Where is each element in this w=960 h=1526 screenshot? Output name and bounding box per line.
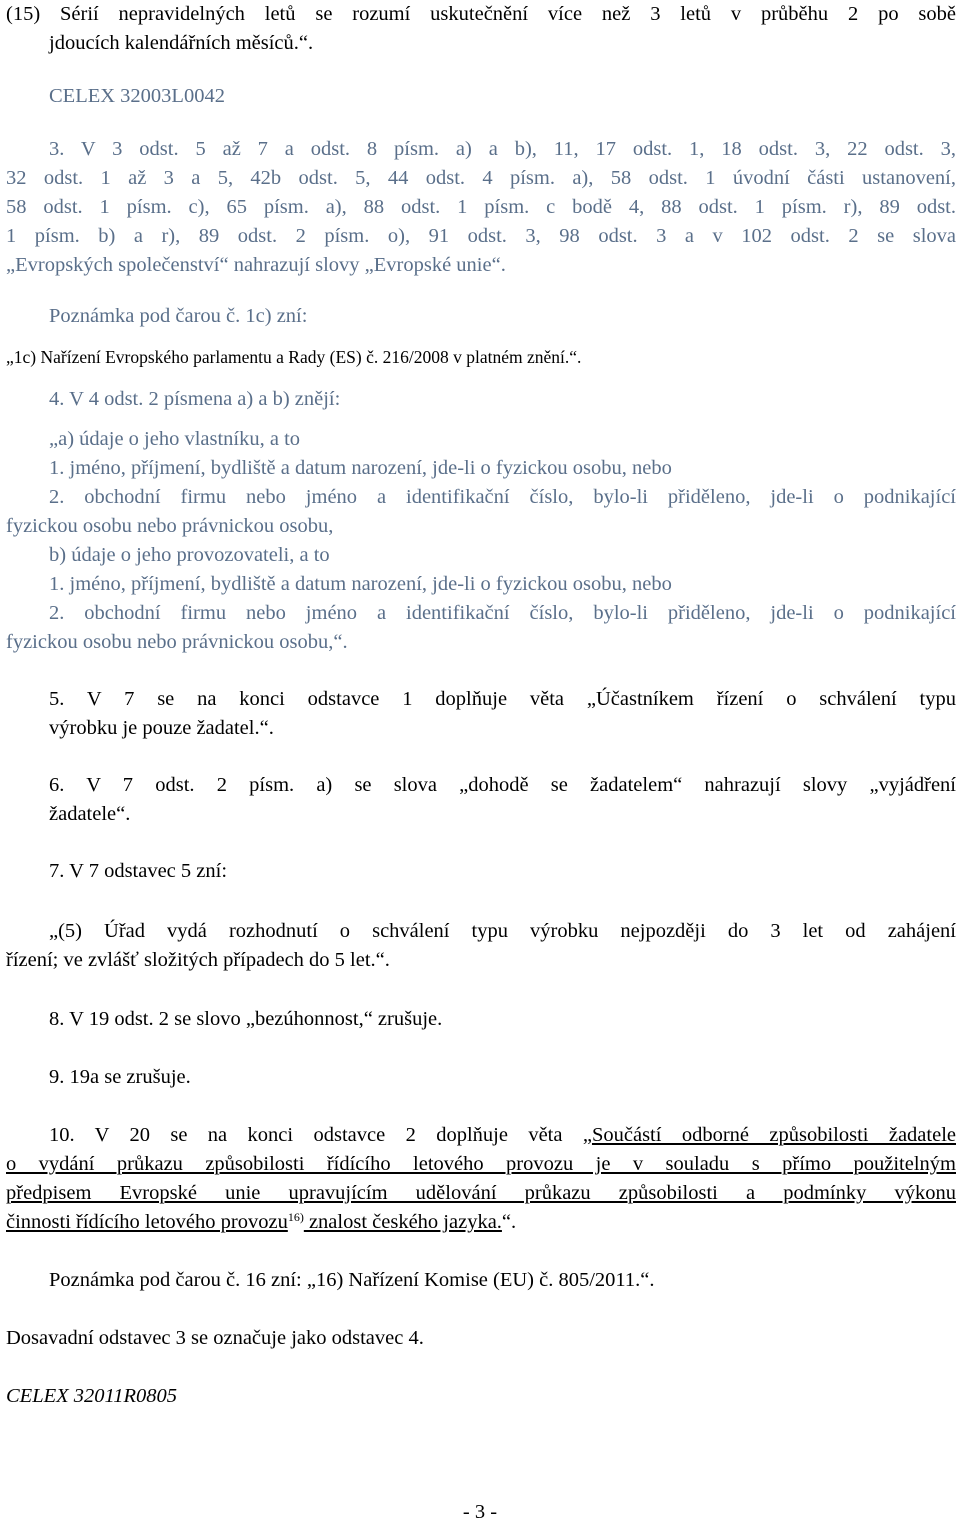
footnote-text: „1c) Nařízení Evropského parlamentu a Rady (ES) č. 216/2008 v platném znění.“. (6, 347, 582, 367)
footnote-marker: 16) (287, 1210, 304, 1224)
text-line: fyzickou osobu nebo právnickou osobu,“. (6, 631, 348, 653)
inserted-text: znalost českého jazyka. (303, 1211, 502, 1233)
section-heading: 7. V 7 odstavec 5 zní: (49, 860, 228, 882)
text-line (49, 1121, 956, 1149)
text-line: 32 odst. 1 až 3 a 5, 42b odst. 5, 44 odst. 4 písm. a), 58 odst. 1 úvodní části ustanovení, (6, 167, 956, 189)
inserted-text: o vydání průkazu způsobilosti řídícího letového provozu je v souladu s přímo použitelným (6, 1153, 956, 1175)
text-line (6, 1208, 516, 1236)
inserted-text: předpisem Evropské unie upravujícím udělování průkazu způsobilosti a podmínky výkonu (6, 1182, 956, 1204)
text-line: „(5) Úřad vydá rozhodnutí o schválení typu výrobku nejpozději do 3 let od zahájení (49, 920, 956, 942)
text-line: žadatele“. (49, 803, 131, 825)
text-line: b) údaje o jeho provozovateli, a to (49, 544, 330, 566)
text-line: 6. V 7 odst. 2 písm. a) se slova „dohodě se žadatelem“ nahrazují slovy „vyjádření (49, 774, 956, 796)
text-line: (15) Sérií nepravidelných letů se rozumí uskutečnění více než 3 letů v průběhu 2 po sobě (6, 3, 956, 25)
text-line: fyzickou osobu nebo právnickou osobu, (6, 515, 334, 537)
text-line: 58 odst. 1 písm. c), 65 písm. a), 88 odst. 1 písm. c bodě 4, 88 odst. 1 písm. r), 89 odst. (6, 196, 956, 218)
section-heading: 4. V 4 odst. 2 písmena a) a b) znějí: (49, 388, 341, 410)
inserted-text: Součástí odborné způsobilosti žadatele (591, 1124, 956, 1146)
text-line: 2. obchodní firmu nebo jméno a identifikační číslo, bylo-li přiděleno, jde-li o podnikající (49, 602, 956, 624)
text-line: 3. V 3 odst. 5 až 7 a odst. 8 písm. a) a b), 11, 17 odst. 1, 18 odst. 3, 22 odst. 3, (49, 138, 956, 160)
text-line: jdoucích kalendářních měsíců.“. (49, 32, 314, 54)
text-line: 1. jméno, příjmení, bydliště a datum narození, jde-li o fyzickou osobu, nebo (49, 457, 672, 479)
page-number: - 3 - (462, 1501, 498, 1523)
text-line: výrobku je pouze žadatel.“. (49, 717, 274, 739)
text-line: „a) údaje o jeho vlastníku, a to (49, 428, 301, 450)
text-line: 2. obchodní firmu nebo jméno a identifikační číslo, bylo-li přiděleno, jde-li o podnikající (49, 486, 956, 508)
text-line: 8. V 19 odst. 2 se slovo „bezúhonnost,“ zrušuje. (49, 1008, 443, 1030)
inserted-text: činnosti řídícího letového provozu (6, 1211, 288, 1233)
text-line: 5. V 7 se na konci odstavce 1 doplňuje věta „Účastníkem řízení o schválení typu (49, 688, 956, 710)
celex-reference: CELEX 32011R0805 (6, 1385, 178, 1407)
text-line: „Evropských společenství“ nahrazují slovy „Evropské unie“. (6, 254, 506, 276)
celex-reference: CELEX 32003L0042 (49, 85, 225, 107)
footnote-heading: Poznámka pod čarou č. 1c) zní: (49, 305, 308, 327)
text-line: 9. 19a se zrušuje. (49, 1066, 191, 1088)
text-segment: “. (501, 1211, 517, 1233)
text-line: 1. jméno, příjmení, bydliště a datum narození, jde-li o fyzickou osobu, nebo (49, 573, 672, 595)
text-line: 1 písm. b) a r), 89 odst. 2 písm. o), 91 odst. 3, 98 odst. 3 a v 102 odst. 2 se slova (6, 225, 956, 247)
text-segment: 10. V 20 se na konci odstavce 2 doplňuje věta „ (49, 1124, 592, 1146)
text-line: řízení; ve zvlášť složitých případech do 5 let.“. (6, 949, 390, 971)
footnote-heading: Poznámka pod čarou č. 16 zní: „16) Nařízení Komise (EU) č. 805/2011.“. (49, 1269, 655, 1291)
text-line: Dosavadní odstavec 3 se označuje jako odstavec 4. (6, 1327, 424, 1349)
